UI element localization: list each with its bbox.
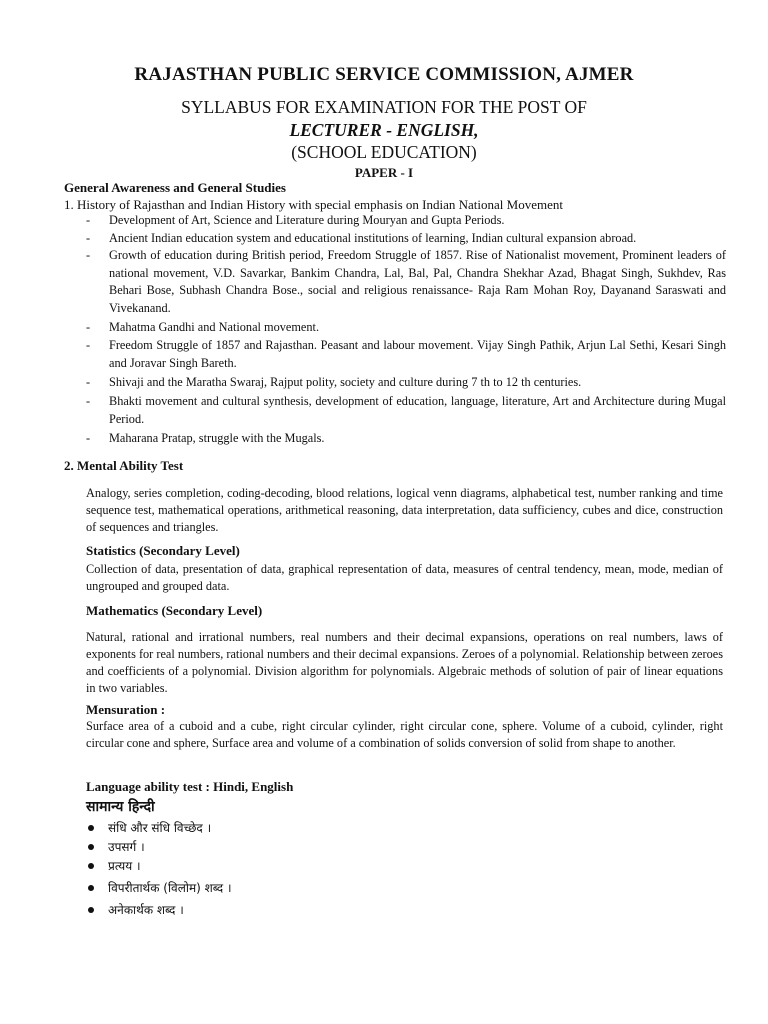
bullet-icon [88, 825, 94, 831]
statistics-title: Statistics (Secondary Level) [86, 543, 240, 558]
list-item: विपरीतार्थक (विलोम) शब्द । [88, 879, 232, 896]
list-item: अनेकार्थक शब्द । [88, 901, 184, 918]
org-heading: RAJASTHAN PUBLIC SERVICE COMMISSION, AJMER [134, 64, 634, 85]
section-title: General Awareness and General Studies [64, 180, 286, 195]
department-heading: (SCHOOL EDUCATION) [291, 142, 477, 162]
mathematics-title: Mathematics (Secondary Level) [86, 603, 263, 618]
list-item: - Shivaji and the Maratha Swaraj, Rajput polity, society and culture during 7 th to 12 th centuries. [86, 375, 582, 389]
mensuration-text: Surface area of a cuboid and a cube, right circular cylinder, right circular cone, sphere. Volume of a cuboid, cylinder, right circular cone and sphere, Surface area and volume of a combination of solids conversion of solid from shape to another. [86, 719, 723, 750]
mensuration-title: Mensuration : [86, 702, 166, 717]
paper-heading: PAPER - I [354, 165, 414, 180]
bullet-icon [88, 885, 94, 891]
list-item: प्रत्यय । [88, 857, 141, 874]
list-item: - Freedom Struggle of 1857 and Rajasthan. Peasant and labour movement. Vijay Singh Pathik, Arjun Lal Sethi, Kesari Singh and Joravar Singh Bareth. [86, 338, 726, 370]
item-2-title: 2. Mental Ability Test [64, 458, 184, 473]
hindi-title: सामान्य हिन्दी [86, 799, 155, 815]
list-item: - Ancient Indian education system and educational institutions of learning, Indian cultural expansion abroad. [86, 231, 637, 245]
item-1-title: 1. History of Rajasthan and Indian History with special emphasis on Indian National Movement [64, 197, 563, 212]
list-item: - Maharana Pratap, struggle with the Mugals. [86, 431, 325, 445]
list-item: संधि और संधि विच्छेद । [88, 819, 211, 836]
mental-ability-text: Analogy, series completion, coding-decoding, blood relations, logical venn diagrams, alphabetical test, number ranking and time sequence test, mathematical operations, arithmetical reasoning, data interpretation, data sufficiency, cubes and dice, construction of sequences and triangles. [86, 486, 723, 534]
bullet-icon [88, 907, 94, 913]
post-heading: LECTURER - ENGLISH, [289, 120, 479, 140]
list-item: - Bhakti movement and cultural synthesis, development of education, language, literature, Art and Architecture during Mugal Period. [86, 394, 726, 426]
list-item: - Mahatma Gandhi and National movement. [86, 320, 320, 334]
list-item: - Growth of education during British period, Freedom Struggle of 1857. Rise of Nationalist movement, Prominent leaders of national movement, V.D. Savarkar, Bankim Chandra, Lal, Bal, Pal, Chandra Shekhar Azad, Bhagat Singh, Sukhdev, Ras Behari Bose, Subhash Chandra Bose., social and religious renaissance- Raja Ram Mohan Roy, Dayanand Saraswati and Vivekanand. [86, 248, 726, 315]
list-item: - Development of Art, Science and Literature during Mouryan and Gupta Periods. [86, 213, 505, 227]
language-title: Language ability test : Hindi, English [86, 779, 294, 794]
syllabus-heading: SYLLABUS FOR EXAMINATION FOR THE POST OF [181, 97, 587, 117]
list-item: उपसर्ग । [88, 838, 145, 855]
mathematics-text: Natural, rational and irrational numbers, real numbers and their decimal expansions, operations on real numbers, laws of exponents for real numbers, rational numbers and their decimal expansions. Zeroes of a polynomial. Relationship between zeroes and coefficients of a polynomial. Division algorithm for polynomials. Algebraic methods of solution of pair of linear equations in two variables. [86, 630, 723, 695]
bullet-icon [88, 863, 94, 869]
statistics-text: Collection of data, presentation of data, graphical representation of data, measures of central tendency, mean, mode, median of ungrouped and grouped data. [86, 562, 723, 593]
bullet-icon [88, 844, 94, 850]
